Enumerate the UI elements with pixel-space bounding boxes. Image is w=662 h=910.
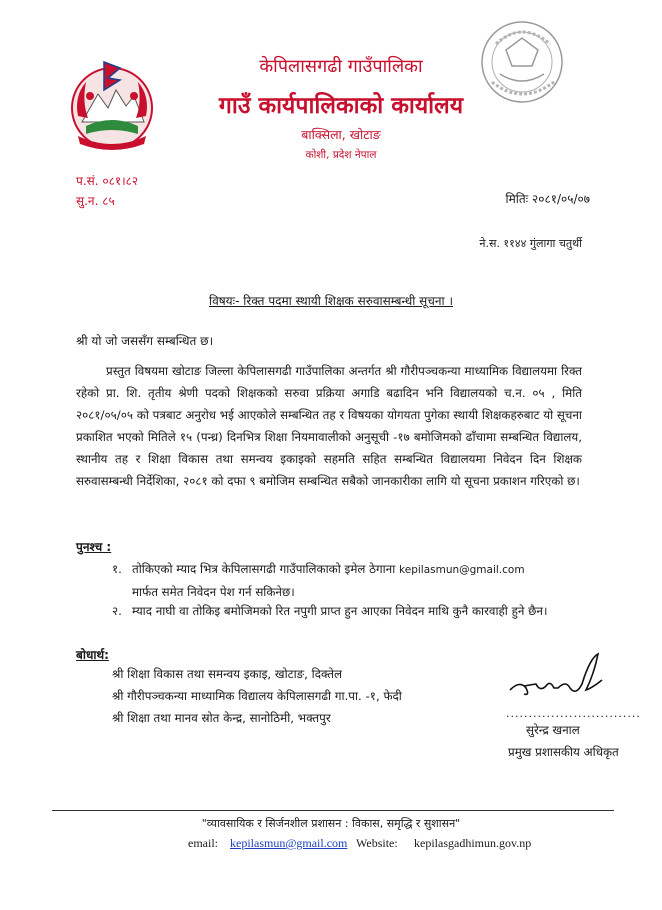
footer-motto: "व्यावसायिक र सिर्जनशील प्रशासन : विकास, समृद्धि र सुशासन" [201, 817, 461, 830]
subject-line [0, 292, 662, 309]
postscript-item-text-continued: मार्फत समेत निवेदन पेश गर्न सकिनेछ। [132, 585, 295, 599]
handwritten-signature [506, 650, 606, 702]
footer-email-label: email: [188, 836, 218, 850]
footer-divider [52, 810, 614, 811]
salutation: श्री यो जो जससँग सम्बन्धित छ। [76, 334, 214, 348]
postscript-item-number: २. [112, 604, 122, 618]
municipality-name: केपिलासगढी गाउँपालिका [259, 56, 423, 77]
signature-line: .............................. [506, 707, 641, 720]
cc-recipient: श्री शिक्षा तथा मानव स्रोत केन्द्र, सानोठिमी, भक्तपुर [112, 711, 331, 725]
nepal-sambat-date: ने.स. ११४४ गुंलागा चतुर्थी [479, 237, 582, 250]
cc-recipient: श्री शिक्षा विकास तथा समन्वय इकाइ, खोटाङ, दिक्तेल [112, 667, 343, 681]
cc-heading: बोधार्थ: [76, 648, 109, 662]
postscript-item-text: म्याद नाघी वा तोकिइ बमोजिमको रित नपुगी प्राप्त हुन आएका निवेदन माथि कुनै कारवाही हुने छैन। [132, 604, 548, 618]
footer-website-label: Website: [356, 836, 398, 850]
office-name: गाउँ कार्यपालिकाको कार्यालय [218, 93, 464, 119]
postscript-item [112, 600, 582, 622]
notice-body: प्रस्तुत विषयमा खोटाङ जिल्ला केपिलासगढी गाउँपालिका अन्तर्गत श्री गौरीपञ्चकन्या माध्यामिक विद्यालयमा रिक्त रहेको प्रा. शि. तृतीय श्रेणी पदको शिक्षकको सरुवा प्रक्रिया अगाडि बढादिन भनि विद्यालयको च.न. ०५ , मिति २०८१/०५/०५ को पत्रबाट अनुरोध भई आएकोले सम्बन्धित तह र विषयका योगयता पुगेका स्थायी शिक्षकहरुबाट यो सूचना प्रकाशित भएको मितिले १५ (पन्ध्र) दिनभित्र शिक्षा नियमावालीको अनुसूची -१७ बमोजिमको ढाँचामा सम्बन्धित विद्यालय, स्थानीय तह र शिक्षा विकास तथा समन्वय इकाइको सहमति सहित सम्बन्धित विद्यालयमा निवेदन दिन शिक्षक सरुवासम्बन्धी निर्देशिका, २०८१ को दफा ९ बमोजिम सम्बन्धित सबैको जानकारीका लागि यो सूचना प्रकाशन गरिएको छ। [76, 364, 582, 488]
office-province: कोशी, प्रदेश नेपाल [305, 149, 377, 161]
office-location: बाक्सिला, खोटाङ [301, 127, 381, 142]
chalani-number: सु.न. ८५ [76, 194, 115, 208]
cc-recipient: श्री गौरीपञ्चकन्या माध्यामिक विद्यालय केपिलासगढी गा.पा. -१, फेदी [112, 689, 402, 703]
postscript-item-number: १. [112, 562, 122, 576]
postscript-email: kepilasmun@gmail.com [399, 564, 525, 576]
footer-website[interactable]: kepilasgadhimun.gov.np [414, 836, 532, 850]
patra-sankhya: प.सं. ०८१।८२ [76, 174, 139, 188]
signatory-name: सुरेन्द्र खनाल [526, 723, 580, 737]
postscript-heading: पुनश्च : [76, 540, 112, 554]
signatory-title: प्रमुख प्रशासकीय अधिकृत [508, 745, 619, 759]
postscript-item-text: तोकिएको म्याद भित्र केपिलासगढी गाउँपालिकाको इमेल ठेगाना [132, 562, 396, 576]
letter-date: मितिः २०८१/०५/०७ [505, 192, 590, 206]
subject-text: विषयः- रिक्त पदमा स्थायी शिक्षक सरुवासम्बन्धी सूचना । [208, 294, 454, 308]
footer-email-link[interactable]: kepilasmun@gmail.com [230, 836, 348, 850]
postscript-item [112, 558, 582, 603]
